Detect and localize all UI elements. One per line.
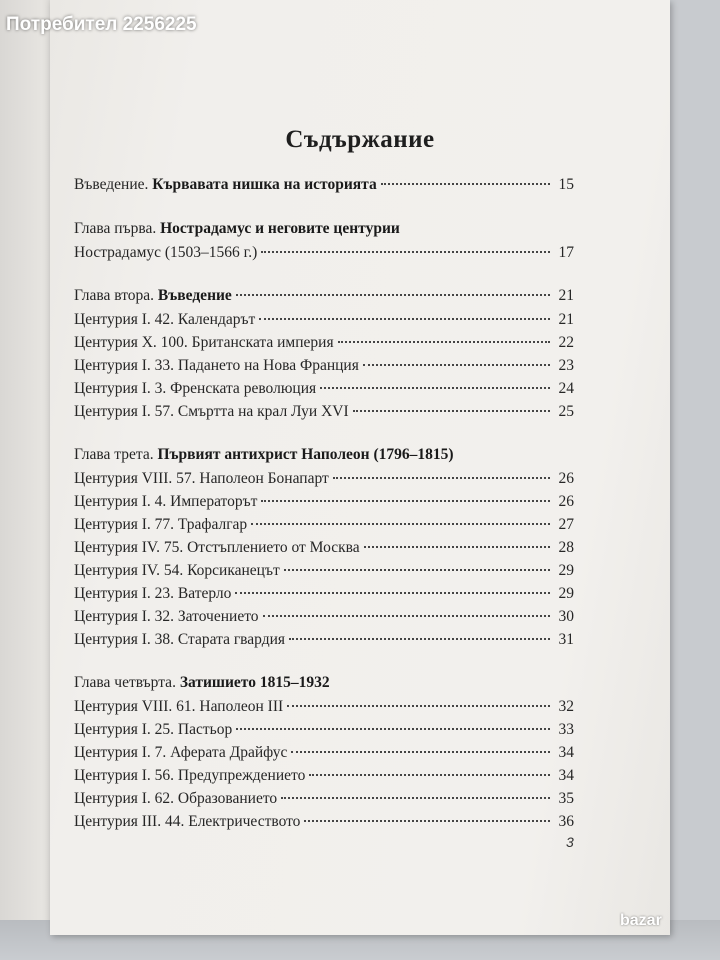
list-item: [74, 470, 574, 493]
leader-dots: [333, 477, 550, 479]
toc-label: Центурия I. 7. Аферата Драйфус: [74, 744, 288, 761]
leader-dots: [364, 546, 550, 548]
chapter-4-heading: [74, 674, 574, 698]
page-number: 21: [558, 311, 574, 328]
page-number: 32: [558, 698, 574, 715]
list-item: [74, 813, 574, 836]
page-number: 25: [558, 403, 574, 420]
toc-intro-row: [74, 176, 574, 200]
page-number: 29: [558, 562, 574, 579]
chapter-1-heading: [74, 220, 574, 244]
toc-label: Центурия I. 3. Френската революция: [74, 380, 317, 397]
list-item: [74, 311, 574, 334]
page-number: 36: [558, 813, 574, 830]
list-item: [74, 244, 574, 267]
toc-label: Центурия I. 57. Смъртта на крал Луи XVI: [74, 403, 349, 420]
list-item: [74, 493, 574, 516]
leader-dots: [381, 183, 550, 185]
leader-dots: [353, 410, 550, 412]
page-number: 23: [558, 357, 574, 374]
list-item: [74, 334, 574, 357]
list-item: [74, 698, 574, 721]
leader-dots: [261, 500, 550, 502]
page-number: 22: [558, 334, 574, 351]
list-item: [74, 744, 574, 767]
page-number: 26: [558, 493, 574, 510]
list-item: [74, 357, 574, 380]
page-number: 30: [558, 608, 574, 625]
leader-dots: [261, 251, 550, 253]
table-of-contents: [74, 176, 574, 836]
leader-dots: [259, 318, 550, 320]
page-number: 33: [558, 721, 574, 738]
page-number: 35: [558, 790, 574, 807]
page-number: 17: [558, 244, 574, 261]
site-logo: bazar: [620, 912, 662, 929]
leader-dots: [236, 728, 550, 730]
list-item: [74, 516, 574, 539]
page-number: 26: [558, 470, 574, 487]
leader-dots: [235, 592, 550, 594]
toc-label: Центурия I. 42. Календарът: [74, 311, 256, 328]
list-item: [74, 380, 574, 403]
leader-dots: [251, 523, 550, 525]
chapter-2-heading: [74, 287, 574, 311]
user-watermark: Потребител 2256225: [6, 14, 197, 35]
list-item: [74, 539, 574, 562]
page-number: 29: [558, 585, 574, 602]
page-number: 24: [558, 380, 574, 397]
toc-label: Центурия I. 56. Предупреждението: [74, 767, 306, 784]
list-item: [74, 403, 574, 426]
toc-label: Центурия VIII. 57. Наполеон Бонапарт: [74, 470, 329, 487]
page-number: 34: [558, 767, 574, 784]
leader-dots: [263, 615, 550, 617]
list-item: [74, 721, 574, 744]
chapter-3-heading: [74, 446, 574, 470]
leader-dots: [281, 797, 550, 799]
toc-label: Центурия I. 38. Старата гвардия: [74, 631, 286, 648]
toc-label: Центурия I. 32. Заточението: [74, 608, 259, 625]
list-item: [74, 608, 574, 631]
page-title: Съдържание: [285, 126, 435, 153]
leader-dots: [284, 569, 550, 571]
list-item: [74, 585, 574, 608]
chapter-label: Глава четвърта. Затишието 1815–1932: [74, 674, 330, 691]
page-number: 27: [558, 516, 574, 533]
page-number: 15: [558, 176, 574, 193]
leader-dots: [363, 364, 550, 366]
leader-dots: [289, 638, 550, 640]
page-number: 31: [558, 631, 574, 648]
toc-label: Центурия IV. 54. Корсиканецът: [74, 562, 280, 579]
toc-label: Центурия I. 77. Трафалгар: [74, 516, 248, 533]
toc-label: Центурия VIII. 61. Наполеон III: [74, 698, 284, 715]
page-folio: 3: [566, 834, 574, 850]
page-number: 21: [558, 287, 574, 304]
list-item: [74, 631, 574, 654]
page-number: 28: [558, 539, 574, 556]
chapter-label: Глава втора. Въведение: [74, 287, 232, 304]
toc-label: Центурия IV. 75. Отстъплението от Москва: [74, 539, 360, 556]
toc-label: Центурия I. 33. Падането на Нова Франция: [74, 357, 359, 374]
toc-label: Центурия I. 4. Императорът: [74, 493, 258, 510]
leader-dots: [338, 341, 550, 343]
page-number: 34: [558, 744, 574, 761]
leader-dots: [236, 294, 550, 296]
toc-label: Центурия I. 23. Ватерло: [74, 585, 232, 602]
leader-dots: [291, 751, 550, 753]
chapter-label: Глава първа. Нострадамус и неговите центурии: [74, 220, 400, 237]
toc-label: Центурия I. 62. Образованието: [74, 790, 278, 807]
list-item: [74, 767, 574, 790]
toc-label: Центурия I. 25. Пастьор: [74, 721, 233, 738]
leader-dots: [304, 820, 550, 822]
leader-dots: [287, 705, 550, 707]
toc-label: Въведение. Кървавата нишка на историята: [74, 176, 377, 193]
chapter-label: Глава трета. Първият антихрист Наполеон (1796–1815): [74, 446, 454, 463]
list-item: [74, 562, 574, 585]
toc-label: Центурия III. 44. Електричеството: [74, 813, 301, 830]
toc-label: Центурия X. 100. Британската империя: [74, 334, 334, 351]
toc-label: Нострадамус (1503–1566 г.): [74, 244, 258, 261]
leader-dots: [320, 387, 550, 389]
leader-dots: [309, 774, 550, 776]
list-item: [74, 790, 574, 813]
